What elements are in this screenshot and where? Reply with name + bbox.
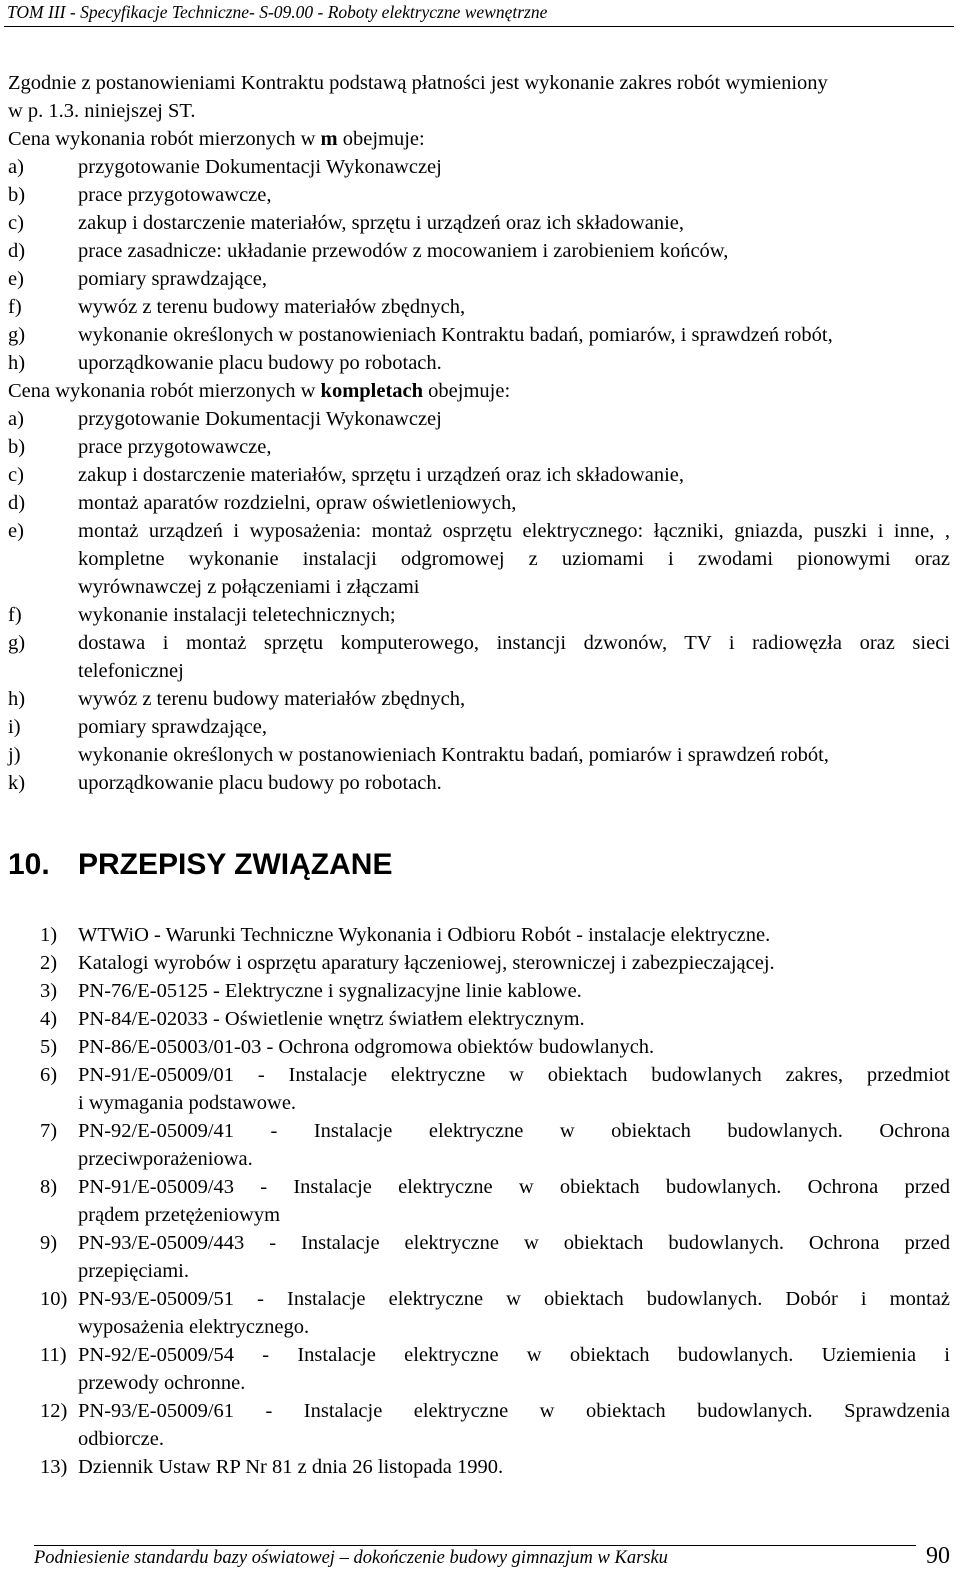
- item-label: 7): [40, 1120, 58, 1142]
- section-m-lead: [8, 128, 425, 151]
- item-text: wywóz z terenu budowy materiałów zbędnych,: [78, 296, 466, 318]
- item-text: PN-92/E-05009/54 - Instalacje elektryczne w obiektach budowlanych. Uziemienia i: [78, 1344, 950, 1366]
- intro-line-2: w p. 1.3. niniejszej ST.: [8, 100, 196, 122]
- item-label: d): [8, 240, 26, 262]
- item-label: 11): [40, 1344, 67, 1366]
- section-k-lead: [8, 380, 510, 403]
- item-text: pomiary sprawdzające,: [78, 716, 267, 738]
- item-continuation: przewody ochronne.: [78, 1372, 246, 1394]
- item-label: 3): [40, 980, 58, 1002]
- item-text: dostawa i montaż sprzętu komputerowego, instancji dzwonów, TV i radiowęzła oraz sieci: [78, 632, 950, 654]
- footer-divider: [34, 1545, 916, 1546]
- lead-bold: kompletach: [320, 380, 424, 402]
- item-label: b): [8, 436, 26, 458]
- item-label: h): [8, 688, 26, 710]
- item-text: montaż aparatów rozdzielni, opraw oświetleniowych,: [78, 492, 517, 514]
- item-label: f): [8, 296, 22, 318]
- item-continuation: przepięciami.: [78, 1260, 189, 1282]
- item-continuation: wyposażenia elektrycznego.: [78, 1316, 310, 1338]
- footer-text: Podniesienie standardu bazy oświatowej – dokończenie budowy gimnazjum w Karsku: [34, 1548, 668, 1568]
- item-text: pomiary sprawdzające,: [78, 268, 267, 290]
- lead-bold: m: [320, 128, 338, 150]
- item-label: 8): [40, 1176, 58, 1198]
- item-text: prace przygotowawcze,: [78, 436, 272, 458]
- item-continuation: telefonicznej: [78, 660, 184, 682]
- heading-number: 10.: [8, 848, 50, 881]
- item-label: 2): [40, 952, 58, 974]
- item-text: PN-76/E-05125 - Elektryczne i sygnalizacyjne linie kablowe.: [78, 980, 582, 1002]
- item-continuation: prądem przetężeniowym: [78, 1204, 281, 1226]
- page-header: [4, 0, 954, 27]
- item-text: uporządkowanie placu budowy po robotach.: [78, 352, 442, 374]
- item-label: 1): [40, 924, 58, 946]
- item-label: 13): [40, 1456, 68, 1478]
- item-label: g): [8, 632, 26, 654]
- item-label: b): [8, 184, 26, 206]
- item-text: wykonanie określonych w postanowieniach Kontraktu badań, pomiarów, i sprawdzeń robót,: [78, 324, 833, 346]
- item-label: a): [8, 156, 24, 178]
- item-text: Katalogi wyrobów i osprzętu aparatury łączeniowej, sterowniczej i zabezpieczającej.: [78, 952, 775, 974]
- lead-text-end: obejmuje:: [337, 128, 425, 150]
- item-label: 12): [40, 1400, 68, 1422]
- item-label: k): [8, 772, 26, 794]
- item-text: PN-84/E-02033 - Oświetlenie wnętrz światłem elektrycznym.: [78, 1008, 585, 1030]
- heading-title: PRZEPISY ZWIĄZANE: [78, 848, 393, 881]
- item-label: 9): [40, 1232, 58, 1254]
- item-continuation: przeciwporażeniowa.: [78, 1148, 253, 1170]
- item-text: Dziennik Ustaw RP Nr 81 z dnia 26 listopada 1990.: [78, 1456, 504, 1478]
- item-label: j): [8, 744, 21, 766]
- item-label: d): [8, 492, 26, 514]
- item-continuation: odbiorcze.: [78, 1428, 164, 1450]
- item-text: montaż urządzeń i wyposażenia: montaż osprzętu elektrycznego: łączniki, gniazda, puszki i inne, ,: [78, 520, 950, 542]
- item-text: PN-92/E-05009/41 - Instalacje elektryczne w obiektach budowlanych. Ochrona: [78, 1120, 950, 1142]
- item-label: e): [8, 268, 24, 290]
- item-continuation: kompletne wykonanie instalacji odgromowej z uziomami i zwodami pionowymi oraz: [78, 548, 950, 570]
- item-text: zakup i dostarczenie materiałów, sprzętu i urządzeń oraz ich składowanie,: [78, 464, 684, 486]
- item-label: 5): [40, 1036, 58, 1058]
- item-label: i): [8, 716, 21, 738]
- item-label: g): [8, 324, 26, 346]
- item-text: prace zasadnicze: układanie przewodów z mocowaniem i zarobieniem końców,: [78, 240, 729, 262]
- item-text: PN-93/E-05009/443 - Instalacje elektryczne w obiektach budowlanych. Ochrona przed: [78, 1232, 950, 1254]
- item-label: 4): [40, 1008, 58, 1030]
- item-text: PN-86/E-05003/01-03 - Ochrona odgromowa obiektów budowlanych.: [78, 1036, 655, 1058]
- item-text: przygotowanie Dokumentacji Wykonawczej: [78, 156, 442, 178]
- item-text: PN-93/E-05009/61 - Instalacje elektryczne w obiektach budowlanych. Sprawdzenia: [78, 1400, 950, 1422]
- item-label: 10): [40, 1288, 68, 1310]
- item-continuation: wyrównawczej z połączeniami i złączami: [78, 576, 420, 598]
- item-label: a): [8, 408, 24, 430]
- header-title: TOM III - Specyfikacje Techniczne- S-09.00 - Roboty elektryczne wewnętrzne: [7, 2, 548, 22]
- item-text: uporządkowanie placu budowy po robotach.: [78, 772, 442, 794]
- item-label: f): [8, 604, 22, 626]
- intro-line-1: Zgodnie z postanowieniami Kontraktu podstawą płatności jest wykonanie zakres robót wymieniony: [8, 72, 828, 94]
- item-text: PN-91/E-05009/01 - Instalacje elektryczne w obiektach budowlanych zakres, przedmiot: [78, 1064, 950, 1086]
- item-text: wykonanie określonych w postanowieniach Kontraktu badań, pomiarów i sprawdzeń robót,: [78, 744, 829, 766]
- lead-text: Cena wykonania robót mierzonych w: [8, 380, 321, 402]
- item-text: PN-91/E-05009/43 - Instalacje elektryczne w obiektach budowlanych. Ochrona przed: [78, 1176, 950, 1198]
- lead-text: Cena wykonania robót mierzonych w: [8, 128, 321, 150]
- item-label: e): [8, 520, 24, 542]
- item-text: wykonanie instalacji teletechnicznych;: [78, 604, 396, 626]
- item-label: h): [8, 352, 26, 374]
- item-label: c): [8, 212, 24, 234]
- page-number: 90: [926, 1543, 950, 1569]
- item-label: c): [8, 464, 24, 486]
- item-text: zakup i dostarczenie materiałów, sprzętu i urządzeń oraz ich składowanie,: [78, 212, 684, 234]
- item-continuation: i wymagania podstawowe.: [78, 1092, 297, 1114]
- item-text: przygotowanie Dokumentacji Wykonawczej: [78, 408, 442, 430]
- item-text: prace przygotowawcze,: [78, 184, 272, 206]
- item-text: PN-93/E-05009/51 - Instalacje elektryczne w obiektach budowlanych. Dobór i montaż: [78, 1288, 950, 1310]
- item-label: 6): [40, 1064, 58, 1086]
- item-text: WTWiO - Warunki Techniczne Wykonania i Odbioru Robót - instalacje elektryczne.: [78, 924, 771, 946]
- item-text: wywóz z terenu budowy materiałów zbędnych,: [78, 688, 466, 710]
- lead-text-end: obejmuje:: [423, 380, 511, 402]
